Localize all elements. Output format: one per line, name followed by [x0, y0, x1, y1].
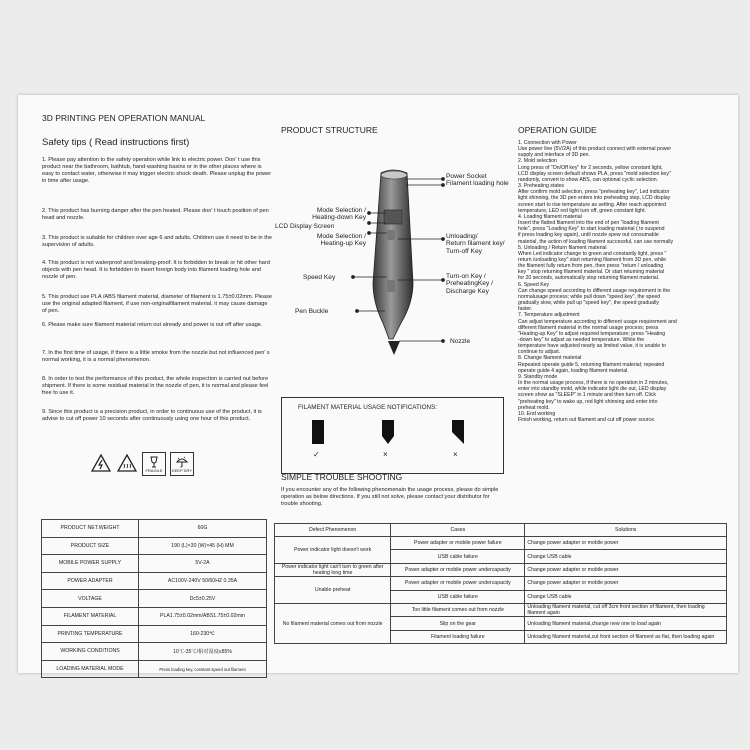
table-row [42, 643, 267, 661]
label-mode-down: Mode Selection / Heating-down Key [312, 207, 366, 222]
column-header: Cases [391, 524, 525, 537]
table-header-row [275, 524, 727, 537]
spec-value: 10℃-35℃/相对湿度≤85% [139, 643, 267, 661]
hot-surface-icon [116, 452, 138, 474]
guide-line: randomly, convert to show ABS, can optional cyclic selection. [518, 176, 659, 183]
defect-cell: No filament material comes out from nozzle [275, 603, 391, 643]
trouble-shooting-title: SIMPLE TROUBLE SHOOTING [281, 472, 403, 482]
safety-tips-title: Safety tips ( Read instructions first) [42, 137, 190, 148]
spec-key: LOADING MATERIAL MODE [42, 660, 139, 678]
safety-tip: 5. This product use PLA /ABS filament material, diameter of filament is 1.75±0.02mm. Please use the original adapted filament, if use non-originalfilament material, it may cause damage of pen. [42, 294, 272, 314]
operation-guide-title: OPERATION GUIDE [518, 125, 597, 135]
guide-line: When Led indicator change to green and constantly light, press " [518, 250, 667, 257]
mark-wrong: × [453, 450, 458, 459]
guide-line: the filament fully return from pen, then press "return / unloading [518, 263, 664, 270]
label-turn-on: Turn-on Key / PreheatingKey / Discharge Key [446, 273, 493, 295]
spec-key: MOBILE POWER SUPPLY [42, 555, 139, 573]
safety-tip: 6. Please make sure filament material return out already and power is out off after usage. [42, 322, 263, 328]
label-unloading: Unloading/ Return filament key/ Turn-off Key [446, 233, 505, 255]
guide-line: temperature have adjusted nearly as limited value, it is unable to [518, 343, 666, 350]
case-cell: Slip on the gear [391, 617, 525, 630]
label-mode-up: Mode Selection / Heating-up Key [316, 233, 366, 248]
guide-line: 5. Unloading / Return filament material [518, 244, 607, 251]
guide-line: Long press of "On/Off key" for 2 seconds, yellow constant light, [518, 164, 663, 171]
spec-value: 190 (L)×30 (W)×45 (H) MM [139, 537, 267, 555]
flat-cut-icon [312, 420, 324, 444]
safety-tip: 9. Since this product is a precision product, in order to continuous use of the product, it is advise to cut off power 10 seconds after continuously using one hour of this product. [42, 409, 262, 422]
spec-value: Press loading key, constant speed out filament [139, 660, 267, 678]
filament-notification-box [281, 397, 504, 474]
table-row [275, 603, 727, 616]
label-filament-hole: Filament loading hole [446, 180, 509, 187]
solution-cell: Unloading filament material,change new one to load again [525, 617, 727, 630]
fragile-icon [142, 452, 166, 476]
guide-line: "Heating-up Key" to adjust required temperature; press "Heating [518, 330, 666, 337]
guide-line: Can change speed according to different usage requirement in the [518, 287, 671, 294]
guide-line: "preheating key" to wake up, red light shinning and enter into [518, 398, 658, 405]
guide-line: 3. Preheating states [518, 183, 565, 190]
table-row [42, 660, 267, 678]
guide-line: continue to adjust. [518, 349, 561, 356]
spec-value: PLA1.75±0.02mm/ABS1.75±0.02mm [139, 607, 267, 625]
guide-line: 8. Change filament material [518, 355, 582, 362]
case-cell: Too little filament comes out from nozzle [391, 603, 525, 616]
defect-cell: Power indicator light doesn't work [275, 537, 391, 564]
pointed-cut-icon [382, 420, 394, 444]
case-cell: USB cable failure [391, 550, 525, 563]
table-row [42, 607, 267, 625]
guide-line: 4. Loading filament material [518, 213, 582, 220]
guide-line: After confirm mold selection, press "preheating key", Led indicator [518, 189, 670, 196]
guide-line: different filament material in the normal usage process; press [518, 324, 659, 331]
guide-line: screen show as "SLEEP" in 1 minute and then turn off. Click [518, 392, 656, 399]
spec-key: FILAMENT MATERIAL [42, 607, 139, 625]
guide-line: 7. Temperature adjustment [518, 312, 580, 319]
guide-line: In the normal usage process, if there is no operation in 2 minutes, [518, 380, 669, 387]
table-row [42, 590, 267, 608]
solution-cell: Change USB cable [525, 590, 727, 603]
guide-line: operate guide 4 again, loading filament material. [518, 367, 629, 374]
guide-line: Use power line (5V/2A) of this product connect with external power [518, 146, 672, 153]
warning-icons [90, 452, 194, 476]
trouble-table [274, 523, 727, 644]
angled-cut-icon [452, 420, 464, 444]
notification-title: FILAMENT MATERIAL USAGE NOTIFICATIONS: [298, 404, 438, 411]
guide-line: Repeated operate guide 5, returning filament material; repeated [518, 361, 665, 368]
guide-line: 9. Standby mode [518, 373, 558, 380]
safety-tip: 8. In order to test the performance of this product, the whole inspection is carried out before shipment. If there is some residual material in the nozzle of pen, it is normal and please feel free to use it. [42, 376, 269, 396]
solution-cell: Change power adapter or mobile power [525, 577, 727, 590]
spec-value: Dc5±0.25V [139, 590, 267, 608]
electric-hazard-icon [90, 452, 112, 474]
defect-cell: Power indicator light can't turn to green after heating long time [275, 563, 391, 576]
safety-tip: 7. In the first time of usage, if there is a little smoke from the nozzle but not influenced pen' s normal working, it is a normal phenomenon. [42, 350, 270, 363]
table-row [275, 577, 727, 590]
solution-cell: Change power adapter or mobile power [525, 537, 727, 550]
guide-line: screen start to rise temperature as setting. After reach appointed [518, 201, 666, 208]
guide-line: faster. [518, 306, 533, 313]
solution-cell: Change power adapter or mobile power [525, 563, 727, 576]
spec-value: 160-230℃ [139, 625, 267, 643]
spec-key: PRODUCT SIZE [42, 537, 139, 555]
label-speed-key: Speed Key [303, 274, 336, 281]
table-row [42, 537, 267, 555]
spec-value: 5V-2A [139, 555, 267, 573]
table-row [42, 520, 267, 538]
guide-line: enter into standby mold, while indicator light die out, LED display [518, 386, 667, 393]
fragile-label: FRAGILE [145, 467, 163, 473]
solution-cell: Change USB cable [525, 550, 727, 563]
table-row [42, 572, 267, 590]
guide-line: Finish working, return out filament and cut off power source. [518, 417, 656, 424]
guide-line: supply and interface of 3D pen. [518, 152, 590, 159]
manual-sheet [18, 95, 738, 673]
solution-cell: Unloading filament material,cut front section of filament as flat, then loading again [525, 630, 727, 643]
guide-line: 6. Speed Key [518, 281, 550, 288]
case-cell: USB cable failure [391, 590, 525, 603]
safety-tip: 4. This product is not waterproof and breaking-proof. It is forbidden to break or hit other hard objects with pen head. It is forbidden to insert foreign body into filament loading hole and nozzle of pen. [42, 260, 270, 280]
guide-line: light shinning, the 3D pen enters into preheating step, LCD display [518, 195, 671, 202]
spec-key: WORKING CONDITIONS [42, 643, 139, 661]
guide-line: gradually slow, while pull up "speed key", the speed gradually [518, 300, 659, 307]
guide-line: for 20 seconds, automatically stop returning filament material. [518, 275, 660, 282]
umbrella-icon [170, 452, 194, 476]
guide-line: preheat mold. [518, 404, 550, 411]
column-header: Defect Phenomenon [275, 524, 391, 537]
guide-line: if press loading key again), until nozzle spew out consumable [518, 232, 659, 239]
mark-wrong: × [383, 450, 388, 459]
guide-line: 1. Connection with Power [518, 140, 577, 146]
guide-line: 2. Mold selection [518, 158, 557, 165]
trouble-shooting-intro: If you encounter any of the following phenomenain the usage process, please do simple operation as below directions. If you still not solve, please contact your distributor for trouble shooting. [281, 487, 499, 507]
guide-line: Can adjust temperature according to different usage requirement and [518, 318, 677, 325]
guide-line: Insert the flatted filament into the end of pen "loading filament [518, 220, 659, 227]
label-nozzle: Nozzle [450, 338, 471, 345]
table-row [275, 563, 727, 576]
safety-tip: 2. This product has burning danger after the pen heated. Please don' t touch position of pen head and nozzle. [42, 208, 269, 221]
guide-line: return /unloading key" start returning filament from 3D pen, while [518, 256, 667, 263]
column-header: Solutions [525, 524, 727, 537]
product-structure-title: PRODUCT STRUCTURE [281, 125, 378, 135]
manual-title: 3D PRINTING PEN OPERATION MANUAL [42, 113, 206, 123]
table-row [42, 625, 267, 643]
spec-key: PRINTING TEMPERATURE [42, 625, 139, 643]
spec-key: VOLTAGE [42, 590, 139, 608]
operation-guide-body [518, 140, 728, 423]
label-power-socket: Power Socket [446, 173, 487, 180]
defect-cell: Unable preheat [275, 577, 391, 604]
label-pen-buckle: Pen Buckle [295, 308, 329, 315]
table-row [275, 537, 727, 550]
spec-value: 60G [139, 520, 267, 538]
spec-key: POWER ADAPTER [42, 572, 139, 590]
guide-line: material, the action of loading filament successful, can use normally [518, 238, 674, 245]
filament-cut-diagrams [282, 398, 503, 473]
case-cell: Filament loading failure [391, 630, 525, 643]
mark-correct: ✓ [313, 450, 320, 459]
guide-line: hole", press "Loading Key" to start loading material ( to suspend [518, 226, 665, 233]
spec-table [41, 519, 267, 678]
solution-cell: Unloading filament material, cut off 3cm front section of filament, then loading filament again [525, 603, 727, 616]
guide-line: temperature, LED red light turn off, green constant light. [518, 207, 646, 214]
safety-tip: 3. This product is suitable for children over age 6 and adults. Children use it need to be in the supervision of adults. [42, 235, 273, 248]
spec-value: AC100V-240V 50/60HZ 0.35A [139, 572, 267, 590]
case-cell: Power adapter or mobile power undercapacity [391, 563, 525, 576]
table-row [42, 555, 267, 573]
pen-diagram [273, 165, 503, 355]
safety-tip: 1. Please pay attention to the safety operation while link to electric power. Don' t use this product near the bathroom, bathtub, hand-washing basins or in the other places where is easy to contact water, otherwise it may trigger electric shock death. Please unplug the power in time after usage. [42, 157, 272, 184]
case-cell: Power adapter or mobile power undercapacity [391, 577, 525, 590]
case-cell: Power adapter or mobile power failure [391, 537, 525, 550]
spec-key: PRODUCT NET.WEIGHT [42, 520, 139, 538]
guide-line: normalusage process; while pull down "speed key", the speed [518, 293, 661, 300]
guide-line: -down key" to adjust as needed temperature. While the [518, 337, 645, 343]
guide-line: 10. End working [518, 410, 556, 417]
guide-line: key " stop returning filament material. Or start returning material [518, 269, 664, 276]
guide-line: LCD display screen default shows PLA, press "mold selection key" [518, 170, 671, 177]
keep-dry-label: KEEP DRY [171, 467, 193, 473]
label-lcd: LCD Display Screen [275, 223, 335, 230]
